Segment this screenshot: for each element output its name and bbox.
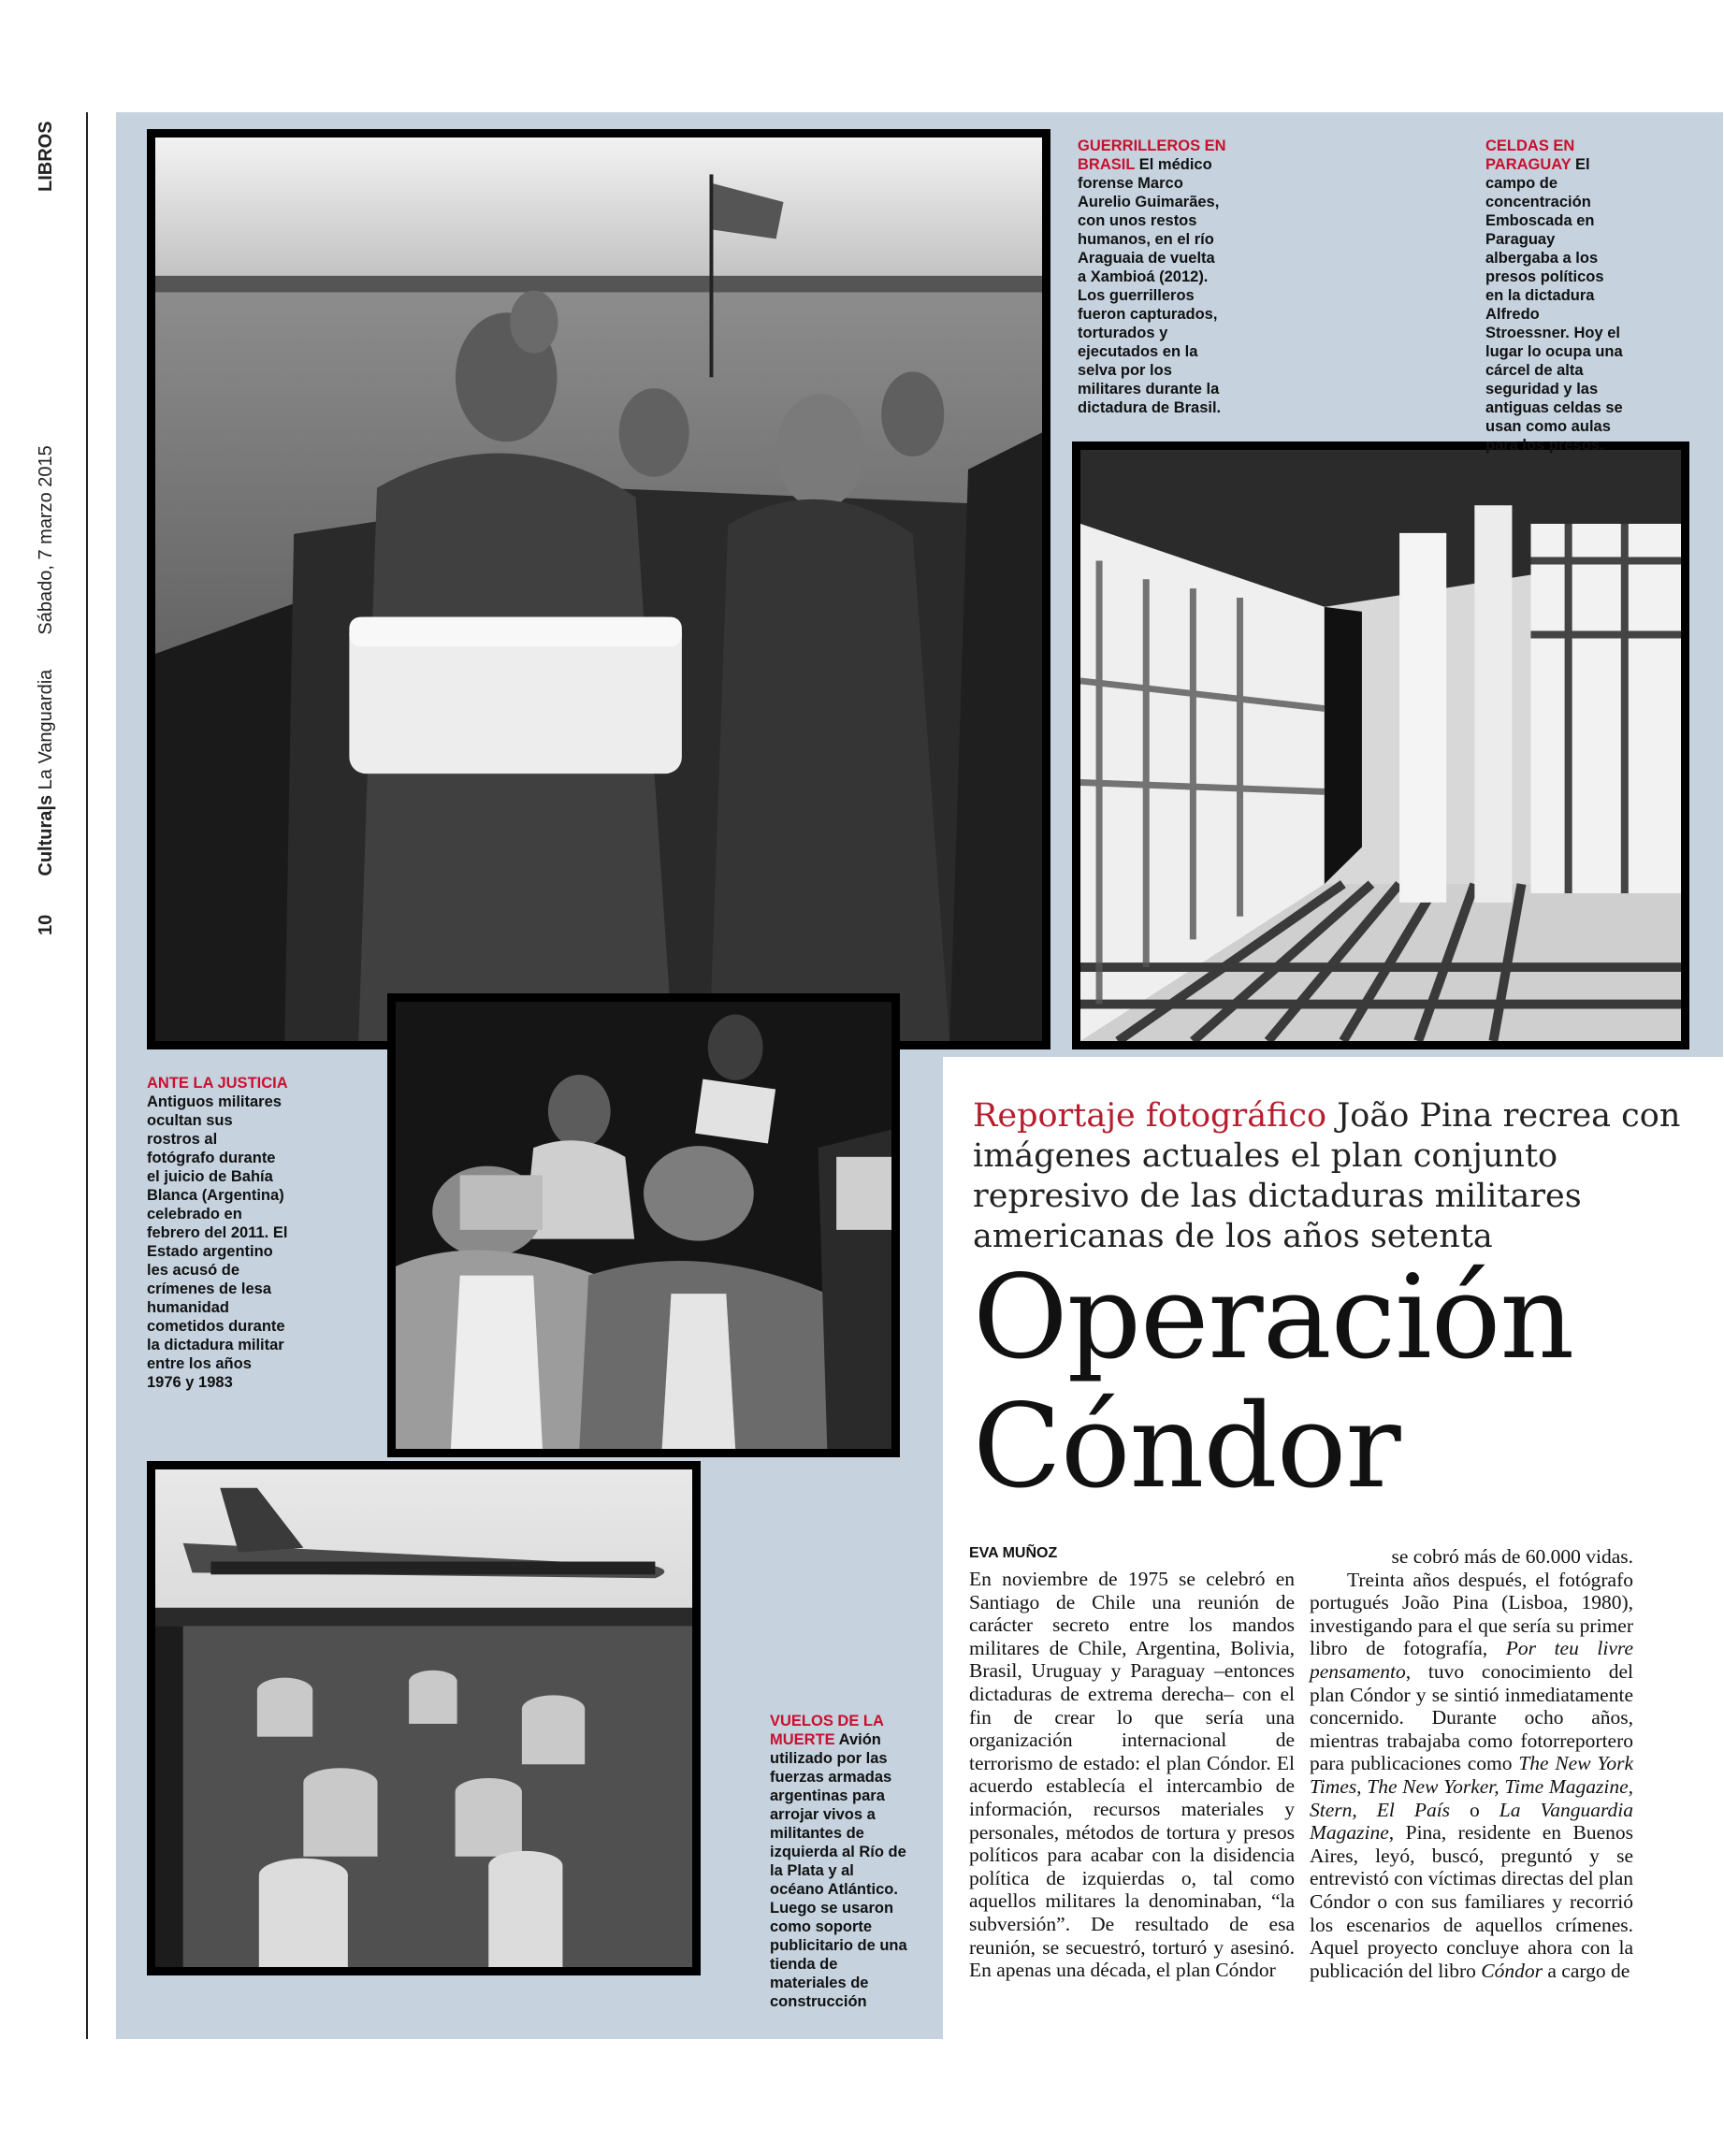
article-column-1: En noviembre de 1975 se celebró en Santiago de Chile una reunión de carácter secreto entre los mandos militares de Chile, Argentina, Bolivia, Brasil, Uruguay y Paraguay –entonces dictaduras de extrema derecha– con el fin de crear lo que sería una organización internacional de terrorismo de estado: el plan Cóndor. El acuerdo establecía el intercambio de información, recursos materiales y personales, métodos de tortura y presos políticos para acabar con la disidencia política de izquierdas o, tal como aquellos militares la denominaban, “la subversión”. De resultado de esa reunión, se secuestró, torturó y asesinó. En apenas una década, el plan Cóndor	[969, 1568, 1295, 1982]
col2-text-c: , tuvo conocimiento del plan Cóndor y se sintió inmediatamente concernido. Durante ocho años, mientras trabajaba como fotorreportero para publicaciones como	[1310, 1659, 1633, 1775]
spine-rule	[86, 112, 88, 2039]
byline: EVA MUÑOZ	[969, 1545, 1058, 1561]
publications-2: La Vanguardia Magazine	[1310, 1798, 1634, 1845]
caption-vuelos-text: Avión utilizado por las fuerzas armadas argentinas para arrojar vivos a militantes de izquierda al Río de la Plata y al océano Atlántico. Luego se usaron como soporte publicitario de una tienda de materiales de construcción	[770, 1731, 907, 2010]
caption-vuelos-kicker: VUELOS DE LA MUERTE	[770, 1713, 884, 1748]
article-column-2	[1310, 1545, 1633, 1982]
deck-text: João Pina recrea con imágenes actuales el plan conjunto represivo de las dictaduras militares americanas de los años setenta	[973, 1097, 1681, 1255]
caption-justicia-text: Antiguos militares ocultan sus rostros al fotógrafo durante el juicio de Bahía Blanca (Argentina) celebrado en febrero del 2011. El Estado argentino les acusó de crímenes de lesa humanidad cometidos durante la dictadura militar entre los años 1976 y 1983	[147, 1093, 288, 1391]
book-title-2: Cóndor	[1481, 1959, 1543, 1982]
col2-paragraph	[1310, 1569, 1633, 1983]
col2-text-b: Treinta años después, el fotógrafo portugués João Pina (Lisboa, 1980), investigando para el que sería su primer libro de fotografía,	[1310, 1568, 1633, 1660]
newspaper-name: La Vanguardia	[36, 669, 56, 790]
caption-paraguay-kicker: CELDAS EN PARAGUAY	[1485, 137, 1575, 173]
caption-justicia	[147, 1074, 289, 1392]
section-tab: LIBROS	[36, 121, 56, 192]
col2-text-d: , Pina, residente en Buenos Aires, leyó, buscó, preguntó y se entrevistó con víctimas directas del plan Cóndor o con sus familiares y recorrió los escenarios de aquellos crímenes. Aquel proyecto concluye ahora con la publicación del libro	[1310, 1821, 1633, 1982]
caption-paraguay	[1485, 137, 1624, 455]
caption-brasil	[1078, 137, 1227, 417]
spine-meta	[36, 445, 77, 1777]
caption-paraguay-text: El campo de concentración Emboscada en Paraguay albergaba a los presos políticos en la dictadura Alfredo Stroessner. Hoy el lugar lo ocupa una cárcel de alta seguridad y las antiguas celdas se usan como aulas para los presos.	[1485, 156, 1623, 454]
issue-date: Sábado, 7 marzo 2015	[36, 445, 56, 635]
title-line-2: Cóndor	[973, 1380, 1400, 1514]
section-name: Cultura|s	[36, 794, 56, 876]
book-title-1: Por teu livre pensamento	[1310, 1637, 1633, 1683]
spine-tab	[36, 121, 77, 1034]
caption-vuelos	[770, 1712, 908, 2011]
col2-conj: o	[1470, 1798, 1480, 1821]
photo-brasil-boat	[147, 129, 1050, 1049]
photo-ante-la-justicia	[387, 993, 900, 1457]
publications-1: The New York Times, The New Yorker, Time Magazine, Stern, El País	[1310, 1752, 1633, 1821]
caption-justicia-kicker: ANTE LA JUSTICIA	[147, 1075, 288, 1092]
col2-text-e: a cargo de	[1547, 1959, 1630, 1982]
photo-vuelos-de-la-muerte	[147, 1461, 701, 1975]
photo-paraguay-cells	[1072, 441, 1689, 1049]
deck-label: Reportaje fotográfico	[973, 1097, 1327, 1135]
headline-deck	[973, 1096, 1702, 1257]
caption-brasil-kicker: GUERRILLEROS EN BRASIL	[1078, 137, 1226, 173]
title-line-1: Operación	[973, 1251, 1574, 1385]
headline-title	[973, 1253, 1712, 1512]
col2-opening: se cobró más de 60.000 vidas.	[1391, 1545, 1633, 1568]
caption-brasil-text: El médico forense Marco Aurelio Guimarães, con unos restos humanos, en el río Araguaia de vuelta a Xambioá (2012). Los guerrilleros fueron capturados, torturados y ejecutados en la selva por los militares durante la dictadura de Brasil.	[1078, 156, 1222, 416]
page-number: 10	[36, 914, 56, 935]
